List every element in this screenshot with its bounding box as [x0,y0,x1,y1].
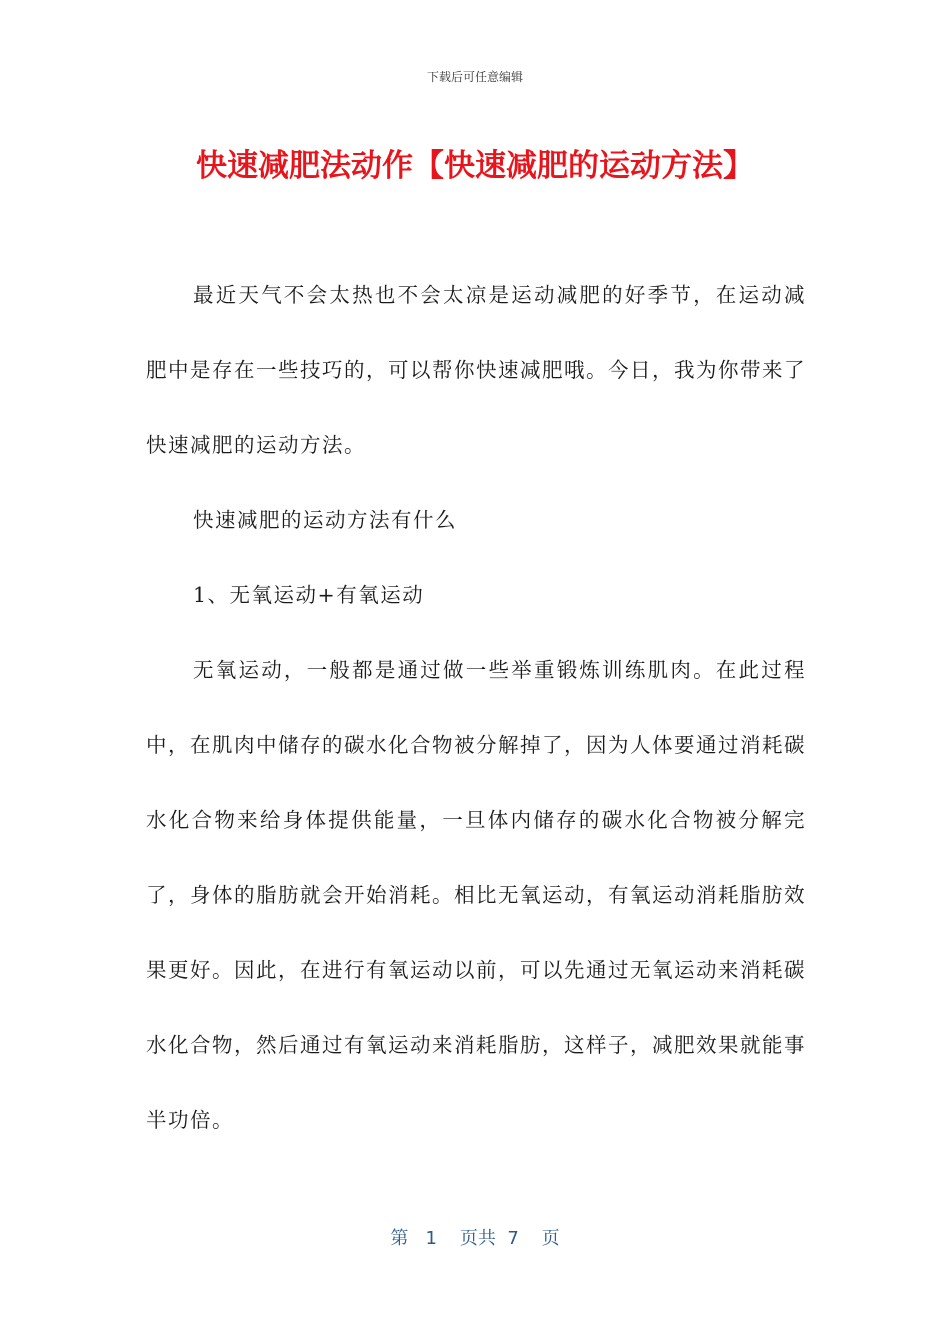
paragraph-intro: 最近天气不会太热也不会太凉是运动减肥的好季节，在运动减肥中是存在一些技巧的，可以帮你快速减肥哦。今日，我为你带来了快速减肥的运动方法。 [146,283,806,457]
footer-total-pages: 7 [507,1228,519,1249]
document-title: 快速减肥法动作【快速减肥的运动方法】 [196,148,754,184]
page-footer [0,1224,950,1250]
document-body [146,258,806,1158]
paragraph-section-heading: 快速减肥的运动方法有什么 [193,508,457,532]
paragraph-subheading: 1、无氧运动+有氧运动 [193,583,425,607]
header-note: 下载后可任意编辑 [426,70,523,84]
footer-prefix: 第 [390,1228,409,1249]
paragraph-anaerobic: 无氧运动，一般都是通过做一些举重锻炼训练肌肉。在此过程中，在肌肉中储存的碳水化合物被分解掉了，因为人体要通过消耗碳水化合物来给身体提供能量，一旦体内储存的碳水化合物被分解完了，身体的脂肪就会开始消耗。相比无氧运动，有氧运动消耗脂肪效果更好。因此，在进行有氧运动以前，可以先通过无氧运动来消耗碳水化合物，然后通过有氧运动来消耗脂肪，这样子，减肥效果就能事半功倍。 [146,658,806,1132]
footer-suffix: 页 [541,1228,560,1249]
footer-mid: 页共 [459,1228,496,1249]
footer-current-page: 1 [425,1228,437,1249]
